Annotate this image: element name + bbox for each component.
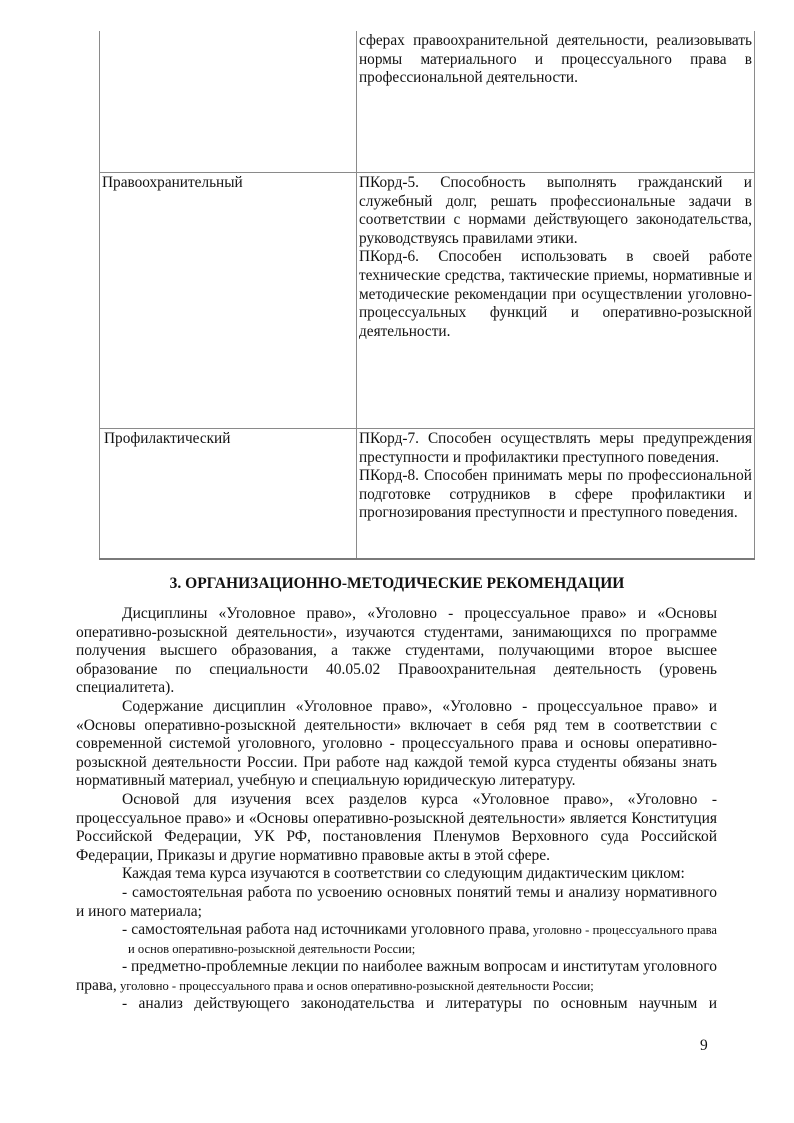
domain-cell: Правоохранительный: [100, 173, 357, 429]
table-row: [100, 429, 755, 560]
competency-cell: [357, 173, 755, 429]
paragraph: Дисциплины «Уголовное право», «Уголовно - процессуальное право» и «Основы оперативно-розыскной деятельности», изучаются студентами, занимающихся по программе получения высшего образования, а также студентами, получающими второе высшее образование по специальности 40.05.02 Правоохранительная деятельность (уровень специалитета).: [76, 605, 717, 697]
list-item-text: - предметно-проблемные лекции по наиболее важным вопросам и институтам уголовного права,: [76, 958, 717, 994]
list-item: [76, 995, 717, 1014]
domain-cell: [100, 31, 357, 173]
competency-text: ПКорд-6. Способен использовать в своей работе технические средства, тактические приемы, нормативные и методические рекомендации при осуществлении уголовно-процессуальных функций и оперативно-розыскной деятельности.: [359, 248, 752, 340]
list-item-text: - самостоятельная работа по усвоению основных понятий темы и анализу нормативного и иного материала;: [76, 883, 717, 920]
list-item: [76, 921, 717, 958]
competencies-table: [99, 31, 755, 560]
list-item-small-text: уголовно - процессуального права и основ оперативно-розыскной деятельности России;: [116, 978, 594, 993]
list-item: [76, 958, 717, 995]
list-item: [76, 884, 717, 921]
competency-cell: [357, 31, 755, 173]
page-number: 9: [700, 1037, 708, 1054]
list-item-text: - анализ действующего законодательства и литературы по основным научным и: [122, 995, 717, 1013]
paragraph: Каждая тема курса изучаются в соответствии со следующим дидактическим циклом:: [122, 865, 685, 883]
competency-text: ПКорд-5. Способность выполнять гражданский и служебный долг, решать профессиональные задачи в соответствии с нормами действующего законодательства, руководствуясь правилами этики.: [359, 174, 752, 247]
table-row: [100, 31, 755, 173]
section-body: [76, 605, 717, 1014]
section-heading: 3. ОРГАНИЗАЦИОННО-МЕТОДИЧЕСКИЕ РЕКОМЕНДАЦИИ: [169, 575, 625, 592]
competency-cell: [357, 429, 755, 560]
competency-text: ПКорд-7. Способен осуществлять меры предупреждения преступности и профилактики преступного поведения.: [359, 430, 752, 466]
competency-text: сферах правоохранительной деятельности, реализовывать нормы материального и процессуального права в профессиональной деятельности.: [359, 32, 752, 87]
paragraph: Основой для изучения всех разделов курса «Уголовное право», «Уголовно - процессуальное право» и «Основы оперативно-розыскной деятельности» является Конституция Российской Федерации, УК РФ, постановления Пленумов Верховного суда Российской Федерации, Приказы и другие нормативно правовые акты в этой сфере.: [76, 790, 717, 864]
competency-text: ПКорд-8. Способен принимать меры по профессиональной подготовке сотрудников в сфере профилактики и прогнозирования преступности и преступного поведения.: [359, 467, 752, 522]
list-item-small-text: уголовно - процессуального права и основ оперативно-розыскной деятельности России;: [128, 923, 717, 956]
list-item-text: - самостоятельная работа над источниками уголовного права,: [122, 921, 530, 939]
table-row: [100, 173, 755, 429]
paragraph: Содержание дисциплин «Уголовное право», «Уголовно - процессуальное право» и «Основы оперативно-розыскной деятельности» включает в себя ряд тем в соответствии с современной системой уголовного, уголовно - процессуального права и основы оперативно-розыскной деятельности России. При работе над каждой темой курса студенты обязаны знать нормативный материал, учебную и специальную юридическую литературу.: [76, 697, 717, 790]
domain-cell: Профилактический: [100, 429, 357, 560]
